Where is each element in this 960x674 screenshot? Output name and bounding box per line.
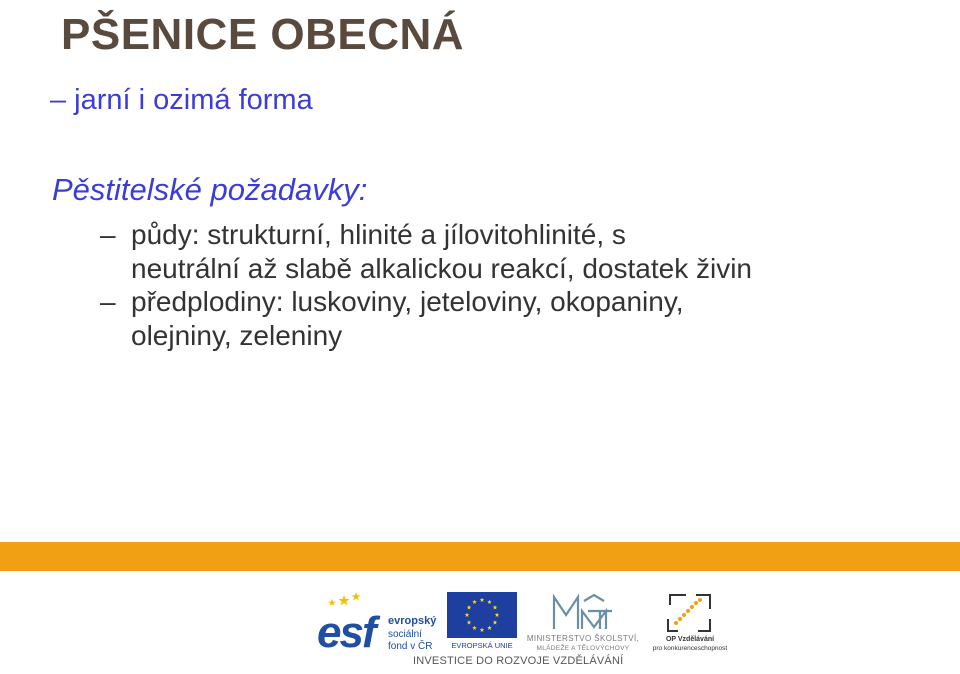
- esf-logo: [316, 589, 442, 655]
- bullet-line: půdy: strukturní, hlinité a jílovitohlinité, s: [131, 219, 626, 250]
- footer-caption: INVESTICE DO ROZVOJE VZDĚLÁVÁNÍ: [413, 655, 624, 667]
- bullet-dash: –: [100, 219, 116, 250]
- msmt-line1: MINISTERSTVO ŠKOLSTVÍ,: [526, 634, 640, 643]
- esf-text-line1: evropský: [388, 615, 437, 627]
- slide-subtitle: – jarní i ozimá forma: [50, 84, 313, 116]
- esf-text-line3: fond v ČR: [388, 641, 433, 652]
- bullet-line: předplodiny: luskoviny, jeteloviny, okopaniny,: [131, 286, 684, 317]
- esf-text-line2: sociální: [388, 629, 422, 640]
- section-heading: Pěstitelské požadavky:: [52, 172, 368, 207]
- op-line2: pro konkurenceschopnost: [652, 645, 728, 652]
- msmt-logo: [522, 587, 644, 657]
- bullet-line: olejniny, zeleniny: [131, 320, 343, 351]
- eu-flag-logo: [446, 591, 520, 649]
- op-vzdelavani-logo: [648, 587, 734, 653]
- bullet-line: neutrální až slabě alkalickou reakcí, dostatek živin: [131, 253, 752, 284]
- bullet-dash: –: [100, 286, 116, 317]
- eu-caption: EVROPSKÁ UNIE: [451, 641, 513, 649]
- msmt-mark-icon: [554, 595, 612, 629]
- slide-title: PŠENICE OBECNÁ: [61, 10, 465, 59]
- op-mark-icon: [668, 595, 710, 631]
- orange-divider-bar: [0, 542, 960, 571]
- msmt-line2: MLÁDEŽE A TĚLOVÝCHOVY: [536, 645, 630, 652]
- esf-wordmark: esf: [317, 608, 375, 655]
- op-line1: OP Vzdělávání: [665, 636, 715, 643]
